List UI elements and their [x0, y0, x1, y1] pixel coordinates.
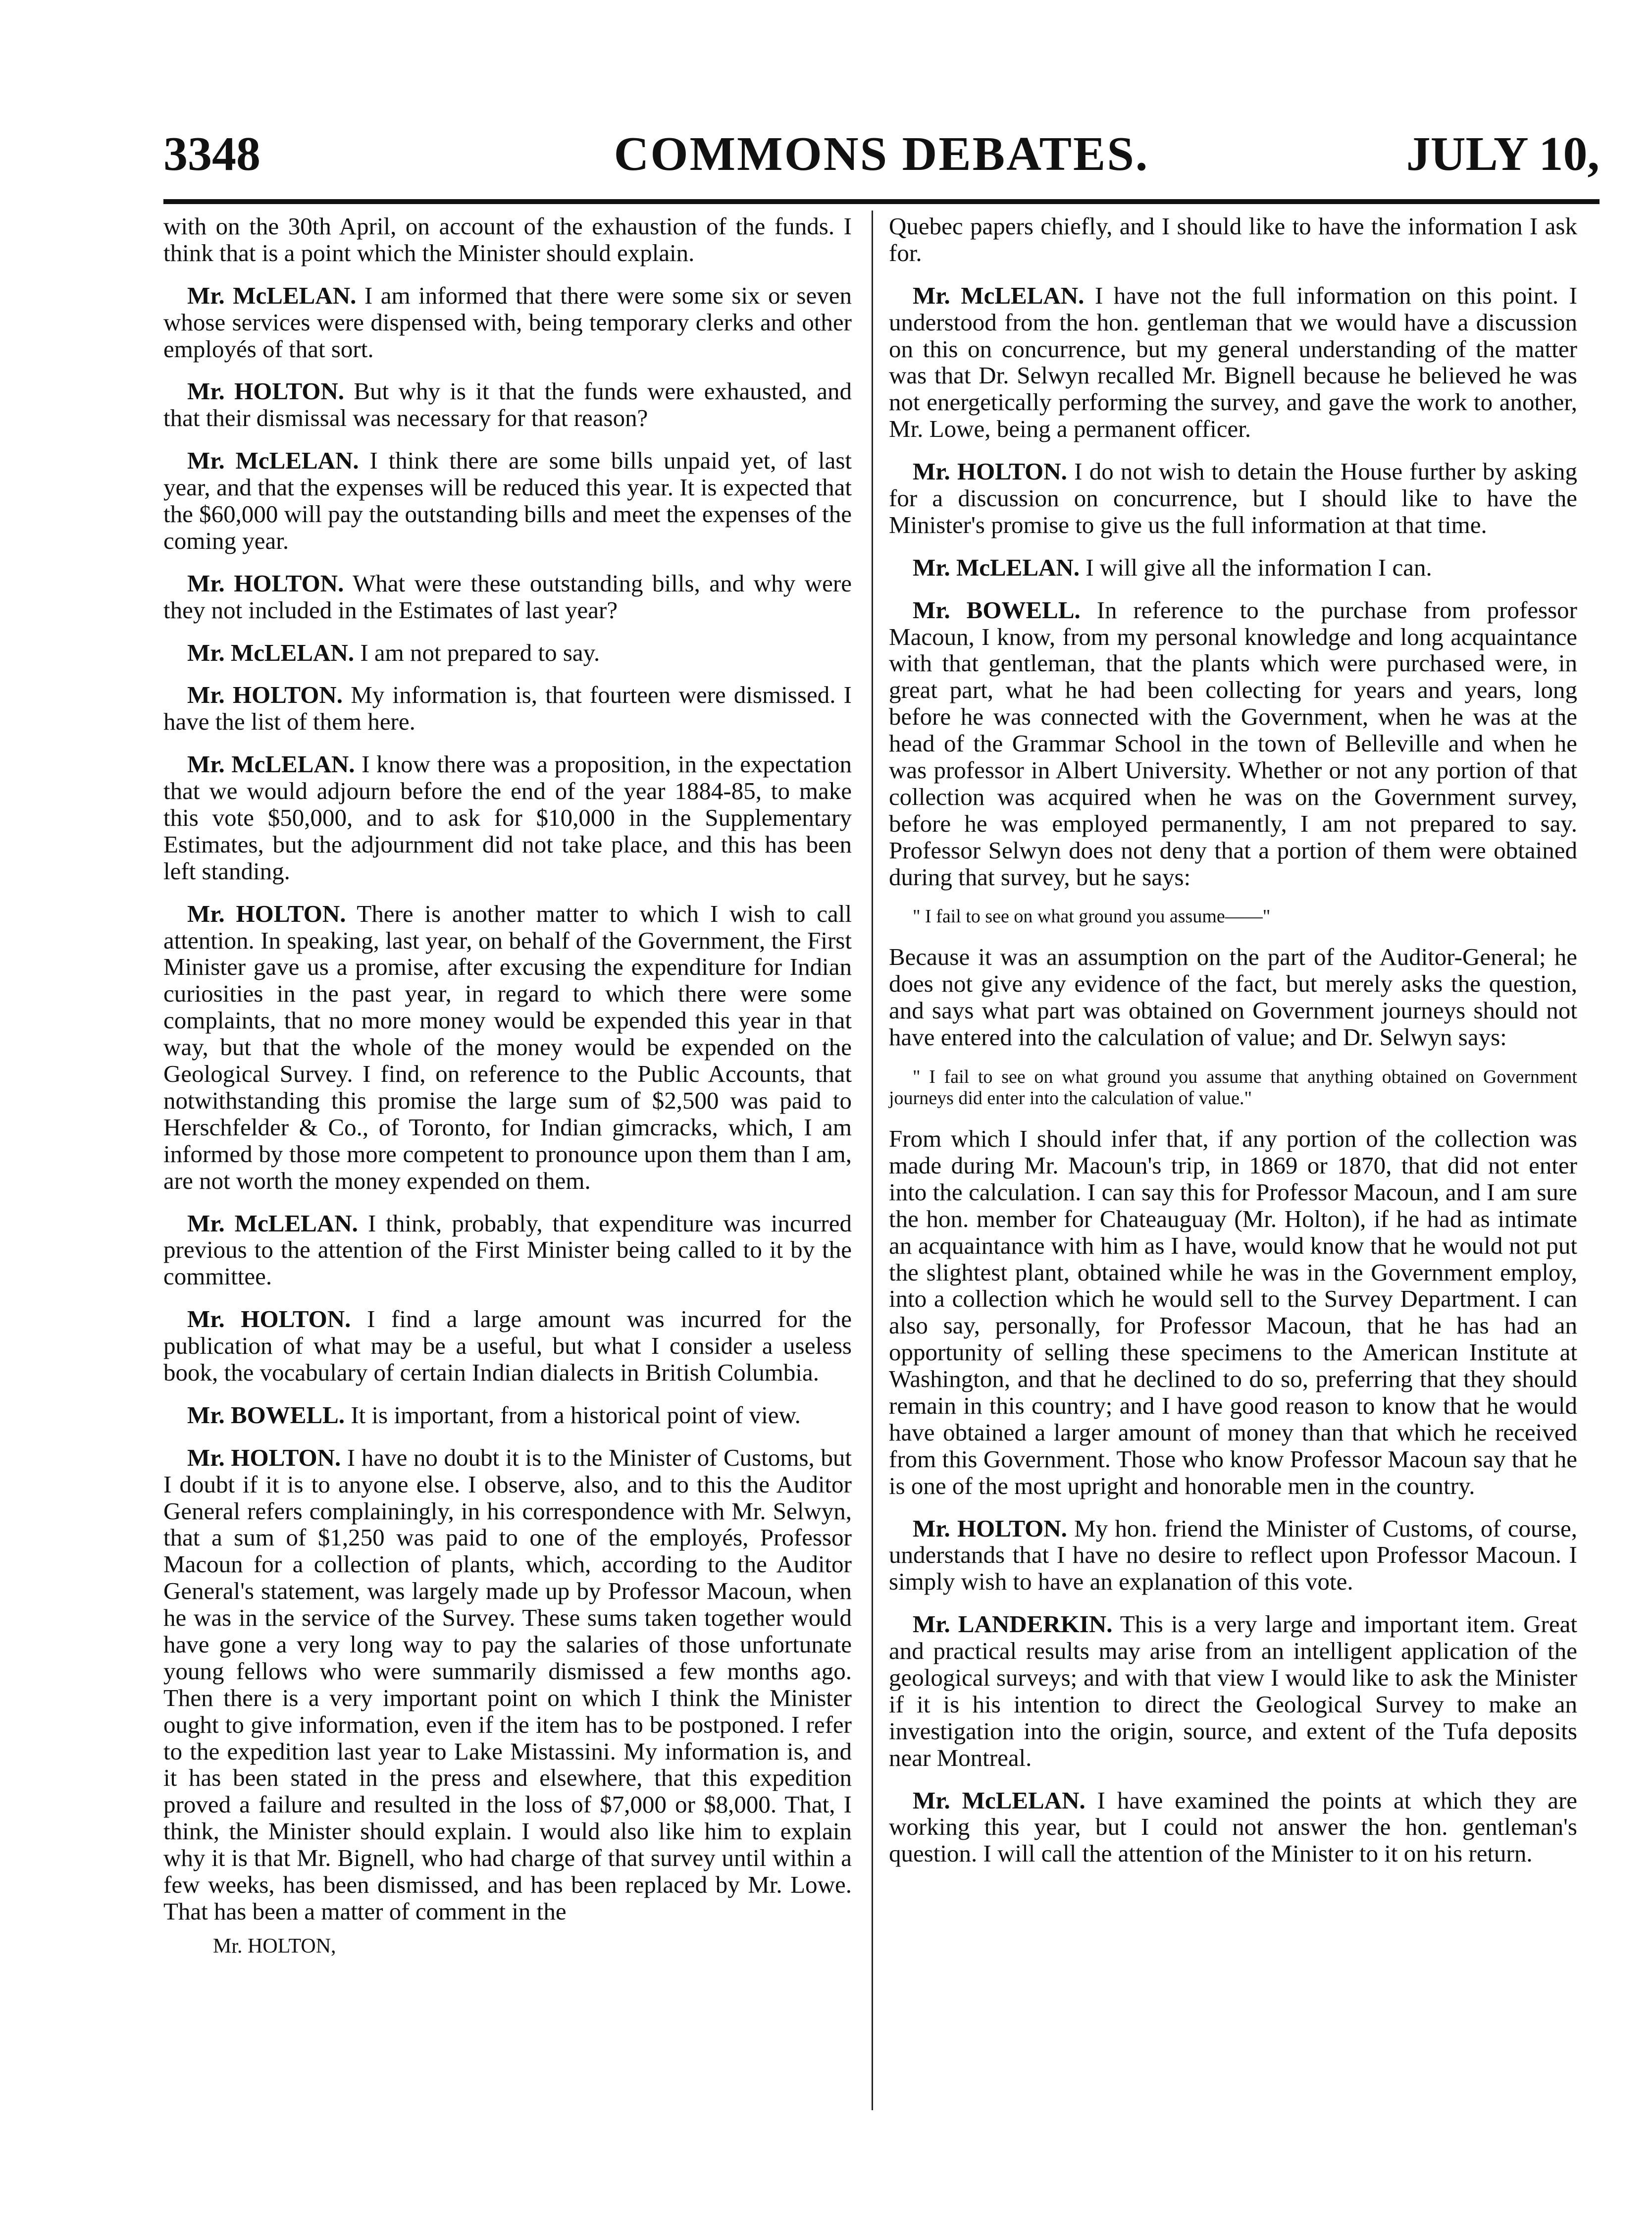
speaker-name: Mr. McLELAN.	[913, 281, 1084, 309]
speech-text: I think there are some bills unpaid yet, of last year, and that the expenses will be reduced this year. It is expected that the $60,000 will pay the outstanding bills and meet the expenses of the coming year.	[163, 447, 852, 554]
header-rule	[163, 199, 1600, 204]
right-column	[889, 213, 1577, 1883]
speech	[889, 597, 1577, 891]
speaker-name: Mr. HOLTON.	[187, 569, 344, 597]
speech	[889, 1611, 1577, 1771]
speech	[163, 682, 852, 735]
speech-text: What were these outstanding bills, and why were they not included in the Estimates of last year?	[163, 569, 852, 624]
running-header	[163, 126, 1600, 191]
header-date: JULY 10,	[1406, 127, 1600, 181]
speech	[163, 447, 852, 554]
speech-text: I have examined the points at which they are working this year, but I could not answer the hon. gentleman's question. I will call the attention of the Minister to it on his return.	[889, 1786, 1578, 1867]
speech-text: I am informed that there were some six or seven whose services were dispensed with, being temporary clerks and other employés of that sort.	[163, 281, 852, 363]
block-quote: " I fail to see on what ground you assume that anything obtained on Government journeys did enter into the calculation of value."	[889, 1066, 1577, 1109]
left-column	[163, 213, 852, 1958]
speaker-name: Mr. HOLTON.	[187, 1443, 341, 1471]
speech	[163, 378, 852, 431]
speech-text: I have no doubt it is to the Minister of Customs, but I doubt if it is to anyone else. I observe, also, and to this the Auditor General refers complainingly, in his correspondence with Mr. Selwyn, that a sum of $1,250 was paid to one of the employés, Professor Macoun for a collection of plants, which, according to the Auditor General's statement, was largely made up by Professor Macoun, when he was in the service of the Survey. These sums taken together would have gone a very long way to pay the salaries of those unfortunate young fellows who were summarily dismissed a few months ago. Then there is a very important point on which I think the Minister ought to give information, even if the item has to be postponed. I refer to the expedition last year to Lake Mistassini. My information is, and it has been stated in the press and elsewhere, that this expedition proved a failure and resulted in the loss of $7,000 or $8,000. That, I think, the Minister should explain. I would also like him to explain why it is that Mr. Bignell, who had charge of that survey until within a few weeks, has been dismissed, and has been replaced by Mr. Lowe. That has been a matter of comment in the	[163, 1443, 852, 1925]
speech	[163, 1306, 852, 1386]
speaker-name: Mr. McLELAN.	[187, 639, 355, 666]
speaker-name: Mr. McLELAN.	[913, 553, 1080, 581]
speech-text: I do not wish to detain the House further by asking for a discussion on concurrence, but I should like to have the Minister's promise to give us the full information at that time.	[889, 458, 1577, 538]
speaker-name: Mr. HOLTON.	[913, 1514, 1067, 1542]
speech-text: I have not the full information on this point. I understood from the hon. gentleman that we would have a discussion on this on concurrence, but my general understanding of the matter was that Dr. Selwyn recalled Mr. Bignell because he believed he was not energetically performing the survey, and gave the work to another, Mr. Lowe, being a permanent officer.	[889, 281, 1578, 443]
paragraph: From which I should infer that, if any portion of the collection was made during Mr. Macoun's trip, in 1869 or 1870, that did not enter into the calculation. I can say this for Professor Macoun, and I am sure the hon. member for Chateauguay (Mr. Holton), if he had as intimate an acquaintance with him as I have, would know that he would not put the slightest plant, obtained while he was in the Government employ, into a collection which he would sell to the Survey Department. I can also say, personally, for Professor Macoun, that he has had an opportunity of selling these specimens to the American Institute at Washington, and that he declined to do so, preferring that they should remain in this country; and I have good reason to know that he would have obtained a larger amount of money than that which he received from this Government. Those who know Professor Macoun say that he is one of the most upright and honorable men in the country.	[889, 1125, 1577, 1499]
speaker-name: Mr. HOLTON.	[187, 377, 345, 405]
speaker-name: Mr. HOLTON.	[187, 900, 346, 927]
paragraph: with on the 30th April, on account of the exhaustion of the funds. I think that is a point which the Minister should explain.	[163, 213, 852, 266]
speech-text: I find a large amount was incurred for the publication of what may be a useful, but what I consider a useless book, the vocabulary of certain Indian dialects in British Columbia.	[163, 1305, 852, 1386]
speaker-name: Mr. McLELAN.	[187, 447, 359, 475]
speech	[889, 1787, 1577, 1867]
page-number: 3348	[163, 127, 260, 181]
speech-text: I know there was a proposition, in the expectation that we would adjourn before the end of the year 1884-85, to make this vote $50,000, and to ask for $10,000 in the Supplementary Estimates, but the adjournment did not take place, and this has been left standing.	[163, 750, 852, 885]
speaker-name: Mr. BOWELL.	[913, 596, 1081, 624]
speech-text: I will give all the information I can.	[1085, 553, 1432, 581]
speaker-name: Mr. LANDERKIN.	[913, 1610, 1113, 1638]
speech	[163, 1402, 852, 1429]
speech-text: But why is it that the funds were exhausted, and that their dismissal was necessary for that reason?	[163, 377, 852, 432]
speech-text: This is a very large and important item. Great and practical results may arise from an intelligent application of the geological surveys; and with that view I would like to ask the Minister if it is his intention to direct the Geological Survey to make an investigation into the origin, source, and extent of the Tufa deposits near Montreal.	[889, 1610, 1577, 1771]
speaker-name: Mr. McLELAN.	[187, 1209, 358, 1237]
publication-title: COMMONS DEBATES.	[614, 127, 1149, 181]
speech	[889, 1515, 1577, 1596]
speech	[163, 639, 852, 666]
speech	[163, 1210, 852, 1290]
speech	[163, 901, 852, 1194]
speech-text: There is another matter to which I wish to call attention. In speaking, last year, on behalf of the Government, the First Minister gave us a promise, after excusing the expenditure for Indian curiosities in the past year, in regard to which there were some complaints, that no more money would be expended this year in that way, but that the whole of the money would be expended on the Geological Survey. I find, on reference to the Public Accounts, that notwithstanding this promise the large sum of $2,500 was paid to Herschfelder & Co., of Toronto, for Indian gimcracks, which, I am informed by those more competent to pronounce upon them than I am, are not worth the money expended on them.	[163, 900, 852, 1194]
speech	[163, 570, 852, 624]
speech	[889, 282, 1577, 442]
speech-text: I am not prepared to say.	[360, 639, 600, 666]
paragraph: Because it was an assumption on the part of the Auditor-General; he does not give any evidence of the fact, but merely asks the question, and says what part was obtained on Government journeys should not have entered into the calculation of value; and Dr. Selwyn says:	[889, 943, 1577, 1051]
speech-text: I think, probably, that expenditure was incurred previous to the attention of the First Minister being called to it by the committee.	[163, 1209, 852, 1290]
speaker-name: Mr. BOWELL.	[187, 1401, 345, 1429]
column-divider	[872, 211, 873, 2110]
catchword: Mr. HOLTON,	[213, 1934, 336, 1958]
speaker-name: Mr. HOLTON.	[913, 458, 1067, 485]
block-quote: " I fail to see on what ground you assume——"	[913, 906, 1271, 927]
speaker-name: Mr. HOLTON.	[187, 1305, 351, 1333]
speaker-name: Mr. McLELAN.	[913, 1786, 1085, 1814]
speech	[889, 554, 1577, 581]
speech	[163, 282, 852, 363]
speaker-name: Mr. McLELAN.	[187, 281, 357, 309]
speaker-name: Mr. HOLTON.	[187, 681, 343, 709]
speaker-name: Mr. McLELAN.	[187, 750, 355, 778]
speech-text: My hon. friend the Minister of Customs, of course, understands that I have no desire to reflect upon Professor Macoun. I simply wish to have an explanation of this vote.	[889, 1514, 1578, 1596]
speech-text: My information is, that fourteen were dismissed. I have the list of them here.	[163, 681, 852, 736]
speech	[889, 458, 1577, 538]
speech-text: It is important, from a historical point of view.	[351, 1401, 801, 1429]
paragraph: Quebec papers chiefly, and I should like to have the information I ask for.	[889, 213, 1577, 266]
speech	[163, 1444, 852, 1925]
speech	[163, 751, 852, 884]
speech-text: In reference to the purchase from professor Macoun, I know, from my personal knowledge and long acquaintance with that gentleman, that the plants which were purchased were, in great part, what he had been collecting for years and years, long before he was connected with the Government, when he was at the head of the Grammar School in the town of Belleville and when he was professor in Albert University. Whether or not any portion of that collection was acquired when he was on the Government survey, before he was employed permanently, I am not prepared to say. Professor Selwyn does not deny that a portion of them were obtained during that survey, but he says:	[889, 596, 1578, 891]
